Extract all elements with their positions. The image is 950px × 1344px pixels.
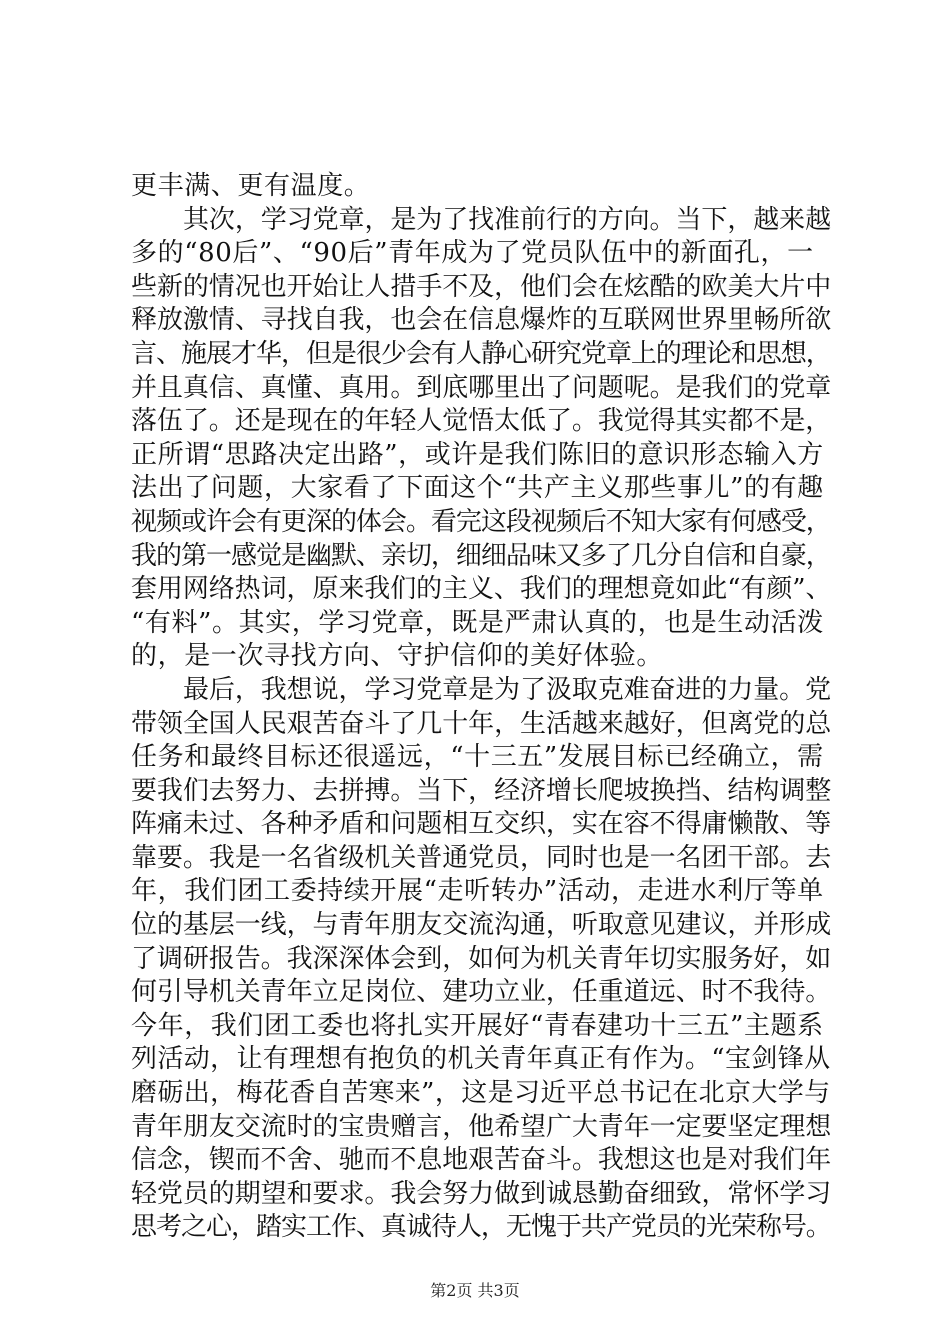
text-line: 今年，我们团工委也将扎实开展好“青春建功十三五”主题系 — [131, 1010, 824, 1041]
text-line: 其次，学习党章，是为了找准前行的方向。当下，越来越 — [183, 204, 832, 235]
text-line: 轻党员的期望和要求。我会努力做到诚恳勤奋细致，常怀学习 — [131, 1178, 832, 1209]
text-line: 年，我们团工委持续开展“走听转办”活动，走进水利厅等单 — [131, 876, 824, 907]
text-line: 位的基层一线，与青年朋友交流沟通，听取意见建议，并形成 — [131, 910, 832, 941]
text-line: 并且真信、真懂、真用。到底哪里出了问题呢。是我们的党章 — [131, 372, 832, 403]
text-line: 要我们去努力、去拼搏。当下，经济增长爬坡换挡、结构调整 — [131, 775, 832, 806]
text-line: 靠要。我是一名省级机关普通党员，同时也是一名团干部。去 — [131, 842, 832, 873]
text-line: 更丰满、更有温度。 — [131, 171, 371, 201]
text-line: 何引导机关青年立足岗位、建功立业，任重道远、时不我待。 — [131, 977, 832, 1008]
text-line: 任务和最终目标还很遥远，“十三五”发展目标已经确立，需 — [131, 742, 824, 773]
text-line: 正所谓“思路决定出路”，或许是我们陈旧的意识形态输入方 — [131, 439, 824, 470]
text-line: 我的第一感觉是幽默、亲切，细细品味又多了几分自信和自豪， — [131, 540, 831, 571]
text-line: 言、施展才华，但是很少会有人静心研究党章上的理论和思想， — [131, 338, 831, 369]
text-line: 落伍了。还是现在的年轻人觉悟太低了。我觉得其实都不是， — [131, 406, 832, 437]
text-line: 列活动，让有理想有抱负的机关青年真正有作为。“宝剑锋从 — [131, 1044, 831, 1075]
text-line: 带领全国人民艰苦奋斗了几十年，生活越来越好，但离党的总 — [131, 708, 832, 739]
text-line: 的，是一次寻找方向、守护信仰的美好体验。 — [131, 641, 664, 672]
text-line: 磨砺出，梅花香自苦寒来”，这是习近平总书记在北京大学与 — [131, 1078, 831, 1109]
text-line: 视频或许会有更深的体会。看完这段视频后不知大家有何感受， — [131, 506, 831, 537]
text-line: 了调研报告。我深深体会到，如何为机关青年切实服务好，如 — [131, 943, 832, 974]
page-footer: 第2页 共3页 — [430, 1281, 520, 1300]
text-line: 阵痛未过、各种矛盾和问题相互交织，实在容不得庸懒散、等 — [131, 809, 832, 840]
text-line: 多的“80后”、“90后”青年成为了党员队伍中的新面孔，一 — [131, 238, 814, 269]
text-line: 些新的情况也开始让人措手不及，他们会在炫酷的欧美大片中 — [131, 271, 832, 302]
text-line: 青年朋友交流时的宝贵赠言，他希望广大青年一定要坚定理想 — [131, 1111, 832, 1142]
text-line: 最后，我想说，学习党章是为了汲取克难奋进的力量。党 — [183, 674, 832, 705]
text-line: 信念，锲而不舍、驰而不息地艰苦奋斗。我想这也是对我们年 — [131, 1145, 832, 1176]
text-line: 释放激情、寻找自我，也会在信息爆炸的互联网世界里畅所欲 — [131, 305, 832, 336]
text-line: 思考之心，踏实工作、真诚待人，无愧于共产党员的光荣称号。 — [131, 1212, 831, 1243]
document-body — [131, 170, 831, 1245]
text-line: “有料”。其实，学习党章，既是严肃认真的，也是生动活泼 — [131, 607, 824, 638]
text-line: 套用网络热词，原来我们的主义、我们的理想竟如此“有颜”、 — [131, 574, 832, 605]
text-line: 法出了问题，大家看了下面这个“共产主义那些事儿”的有趣 — [131, 473, 824, 504]
